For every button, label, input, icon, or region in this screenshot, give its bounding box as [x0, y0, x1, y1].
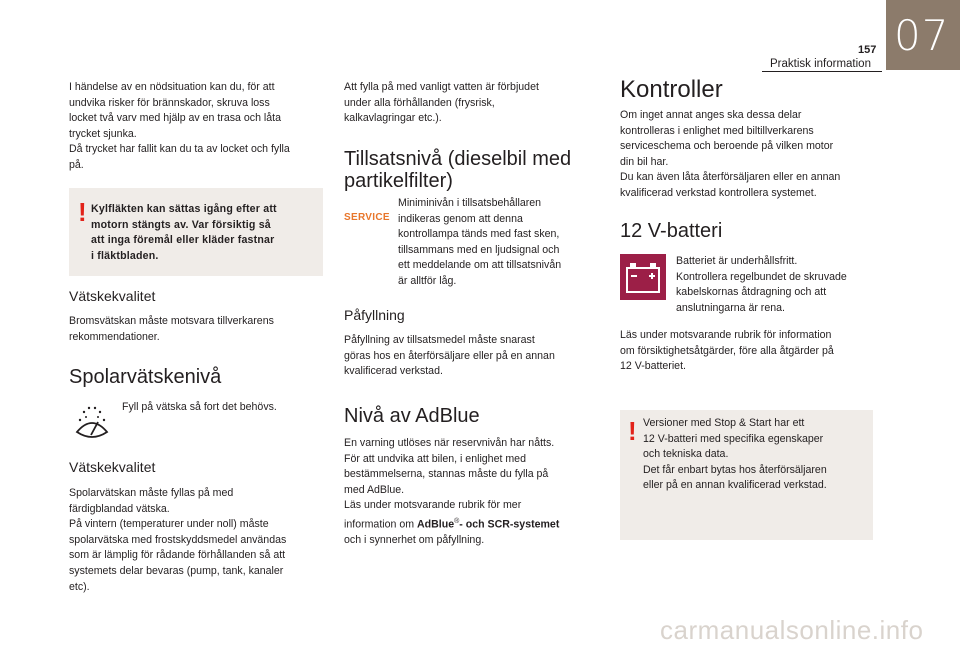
text-line: I händelse av en nödsituation kan du, för att [69, 81, 275, 93]
refill-heading: Påfyllning [344, 307, 405, 323]
watermark: carmanualsonline.info [660, 615, 924, 645]
text-line: Då trycket har fallit kan du ta av locket och fylla [69, 143, 290, 156]
text-line: kvalificerad verkstad. [344, 365, 443, 378]
note-line: Det får enbart bytas hos återförsäljaren [643, 463, 827, 476]
text-line: kabelskornas åtdragning och att [676, 286, 827, 299]
text-line: med AdBlue. [344, 483, 405, 496]
text-line: din bil har. [620, 155, 669, 168]
service-warning-icon [344, 212, 390, 223]
controls-text [620, 108, 876, 202]
text-line: Om inget annat anges ska dessa delar [620, 109, 802, 121]
text-line: kvalificerad verkstad kontrollera systemet. [620, 186, 817, 199]
battery-heading: 12 V-batteri [620, 220, 723, 242]
heading-line: partikelfilter) [344, 170, 453, 192]
washer-quality-text [69, 486, 325, 595]
text-line: kontrolleras i enlighet med biltillverkarens [620, 124, 814, 137]
header-rule [762, 71, 882, 72]
service-label: SERVICE [344, 212, 390, 223]
note-line: 12 V-batteri med specifika egenskaper [643, 432, 824, 445]
text-line: Läs under motsvarande rubrik för information [620, 329, 832, 341]
text-line: färdigblandad vätska. [69, 502, 170, 515]
battery-icon [620, 254, 666, 300]
text-line: Läs under motsvarande rubrik för mer [344, 499, 522, 512]
cooling-fan-warning-box [69, 188, 323, 276]
text-line: är alltför låg. [398, 274, 457, 287]
section-title: Praktisk information [770, 58, 871, 70]
washer-level-heading: Spolarvätskenivå [69, 366, 222, 388]
text-line: göras hos en återförsäljare eller på en annan [344, 349, 555, 362]
ref-prefix: information om [344, 518, 418, 531]
text-line: bestämmelserna, stannas måste du fylla på [344, 468, 549, 481]
text-line: undvika risker för brännskador, skruva loss [69, 96, 270, 109]
text-line: rekommendationer. [69, 330, 160, 343]
chapter-number: 07 [894, 11, 950, 60]
text-line: indikeras genom att denna [398, 212, 523, 225]
text-line: etc). [69, 580, 90, 593]
battery-icon-text [676, 254, 876, 316]
text-line: på. [69, 158, 84, 171]
warning-icon: ! [78, 197, 87, 227]
text-line: tillsammans med en ljudsignal och [398, 243, 560, 256]
text-line: 12 V-batteriet. [620, 360, 686, 373]
brake-fluid-text [69, 314, 325, 345]
text-line: spolarvätska med frostskyddsmedel användas [69, 533, 287, 546]
warning-line: i fläktbladen. [91, 249, 159, 262]
ref-scr: - och SCR-systemet [459, 518, 560, 531]
stop-start-note-box [620, 410, 873, 540]
text-line: En varning utlöses när reservnivån har nåtts. [344, 437, 555, 449]
washer-icon-text: Fyll på vätska så fort det behövs. [122, 401, 277, 413]
heading-line: Tillsatsnivå (dieselbil med [344, 148, 572, 170]
text-line: Bromsvätskan måste motsvara tillverkarens [69, 315, 274, 327]
adblue-heading: Nivå av AdBlue [344, 405, 480, 427]
col1-intro [69, 80, 325, 174]
warning-line: Kylfläkten kan sättas igång efter att [91, 203, 277, 215]
additive-text [398, 196, 598, 290]
refill-text [344, 333, 600, 380]
text-line: kalkavlagringar etc.). [344, 112, 442, 125]
text-line: På vintern (temperaturer under noll) måste [69, 518, 269, 531]
text-line: Spolarvätskan måste fyllas på med [69, 487, 234, 499]
text-line: Kontrollera regelbundet de skruvade [676, 270, 847, 283]
text-line: ett meddelande om att tillsatsnivån [398, 259, 562, 272]
warning-icon: ! [628, 416, 637, 446]
text-line: kontrollampa tänds med fast sken, [398, 228, 560, 241]
text-line: under alla förhållanden (frysrisk, [344, 96, 495, 109]
text-line: anslutningarna är rena. [676, 301, 785, 314]
controls-heading: Kontroller [620, 76, 723, 103]
note-line: och tekniska data. [643, 448, 729, 461]
text-line: systemets delar bevaras (pump, tank, kanaler [69, 564, 284, 577]
text-line: och i synnerhet om påfyllning. [344, 534, 485, 547]
chapter-tab [886, 0, 960, 70]
col2-intro [344, 80, 600, 127]
text-line: om försiktighetsåtgärder, före alla åtgärder på [620, 344, 834, 357]
page-number: 157 [858, 44, 877, 56]
text-line: som är lämplig för rådande förhållanden så att [69, 549, 286, 562]
wiper-icon [72, 402, 112, 442]
ref-adblue: AdBlue [417, 518, 455, 531]
washer-quality-heading: Vätskekvalitet [69, 459, 156, 475]
brake-fluid-heading: Vätskekvalitet [69, 288, 156, 304]
text-line: trycket sjunka. [69, 127, 137, 140]
note-line: Versioner med Stop & Start har ett [643, 417, 805, 429]
text-line: Miniminivån i tillsatsbehållaren [398, 197, 542, 209]
text-line: Att fylla på med vanligt vatten är förbjudet [344, 81, 539, 93]
warning-line: att inga föremål eller kläder fastnar [91, 234, 275, 247]
text-line: Batteriet är underhållsfritt. [676, 255, 798, 267]
warning-line: motorn stängts av. Var försiktig så [91, 218, 271, 231]
text-line: För att undvika att bilen, i enlighet med [344, 452, 526, 465]
battery-text [620, 328, 876, 375]
adblue-text [344, 436, 600, 549]
note-line: eller på en annan kvalificerad verkstad. [643, 479, 827, 492]
adblue-reference-line [344, 514, 600, 533]
text-line: Du kan även låta återförsäljaren eller en annan [620, 171, 841, 184]
text-line: locket två varv med hjälp av en trasa och låta [69, 112, 281, 125]
additive-heading [344, 148, 571, 192]
text-line: serviceschema och beroende på vilken motor [620, 140, 834, 153]
text-line: Påfyllning av tillsatsmedel måste snarast [344, 334, 535, 346]
registered-mark: ® [454, 517, 460, 525]
